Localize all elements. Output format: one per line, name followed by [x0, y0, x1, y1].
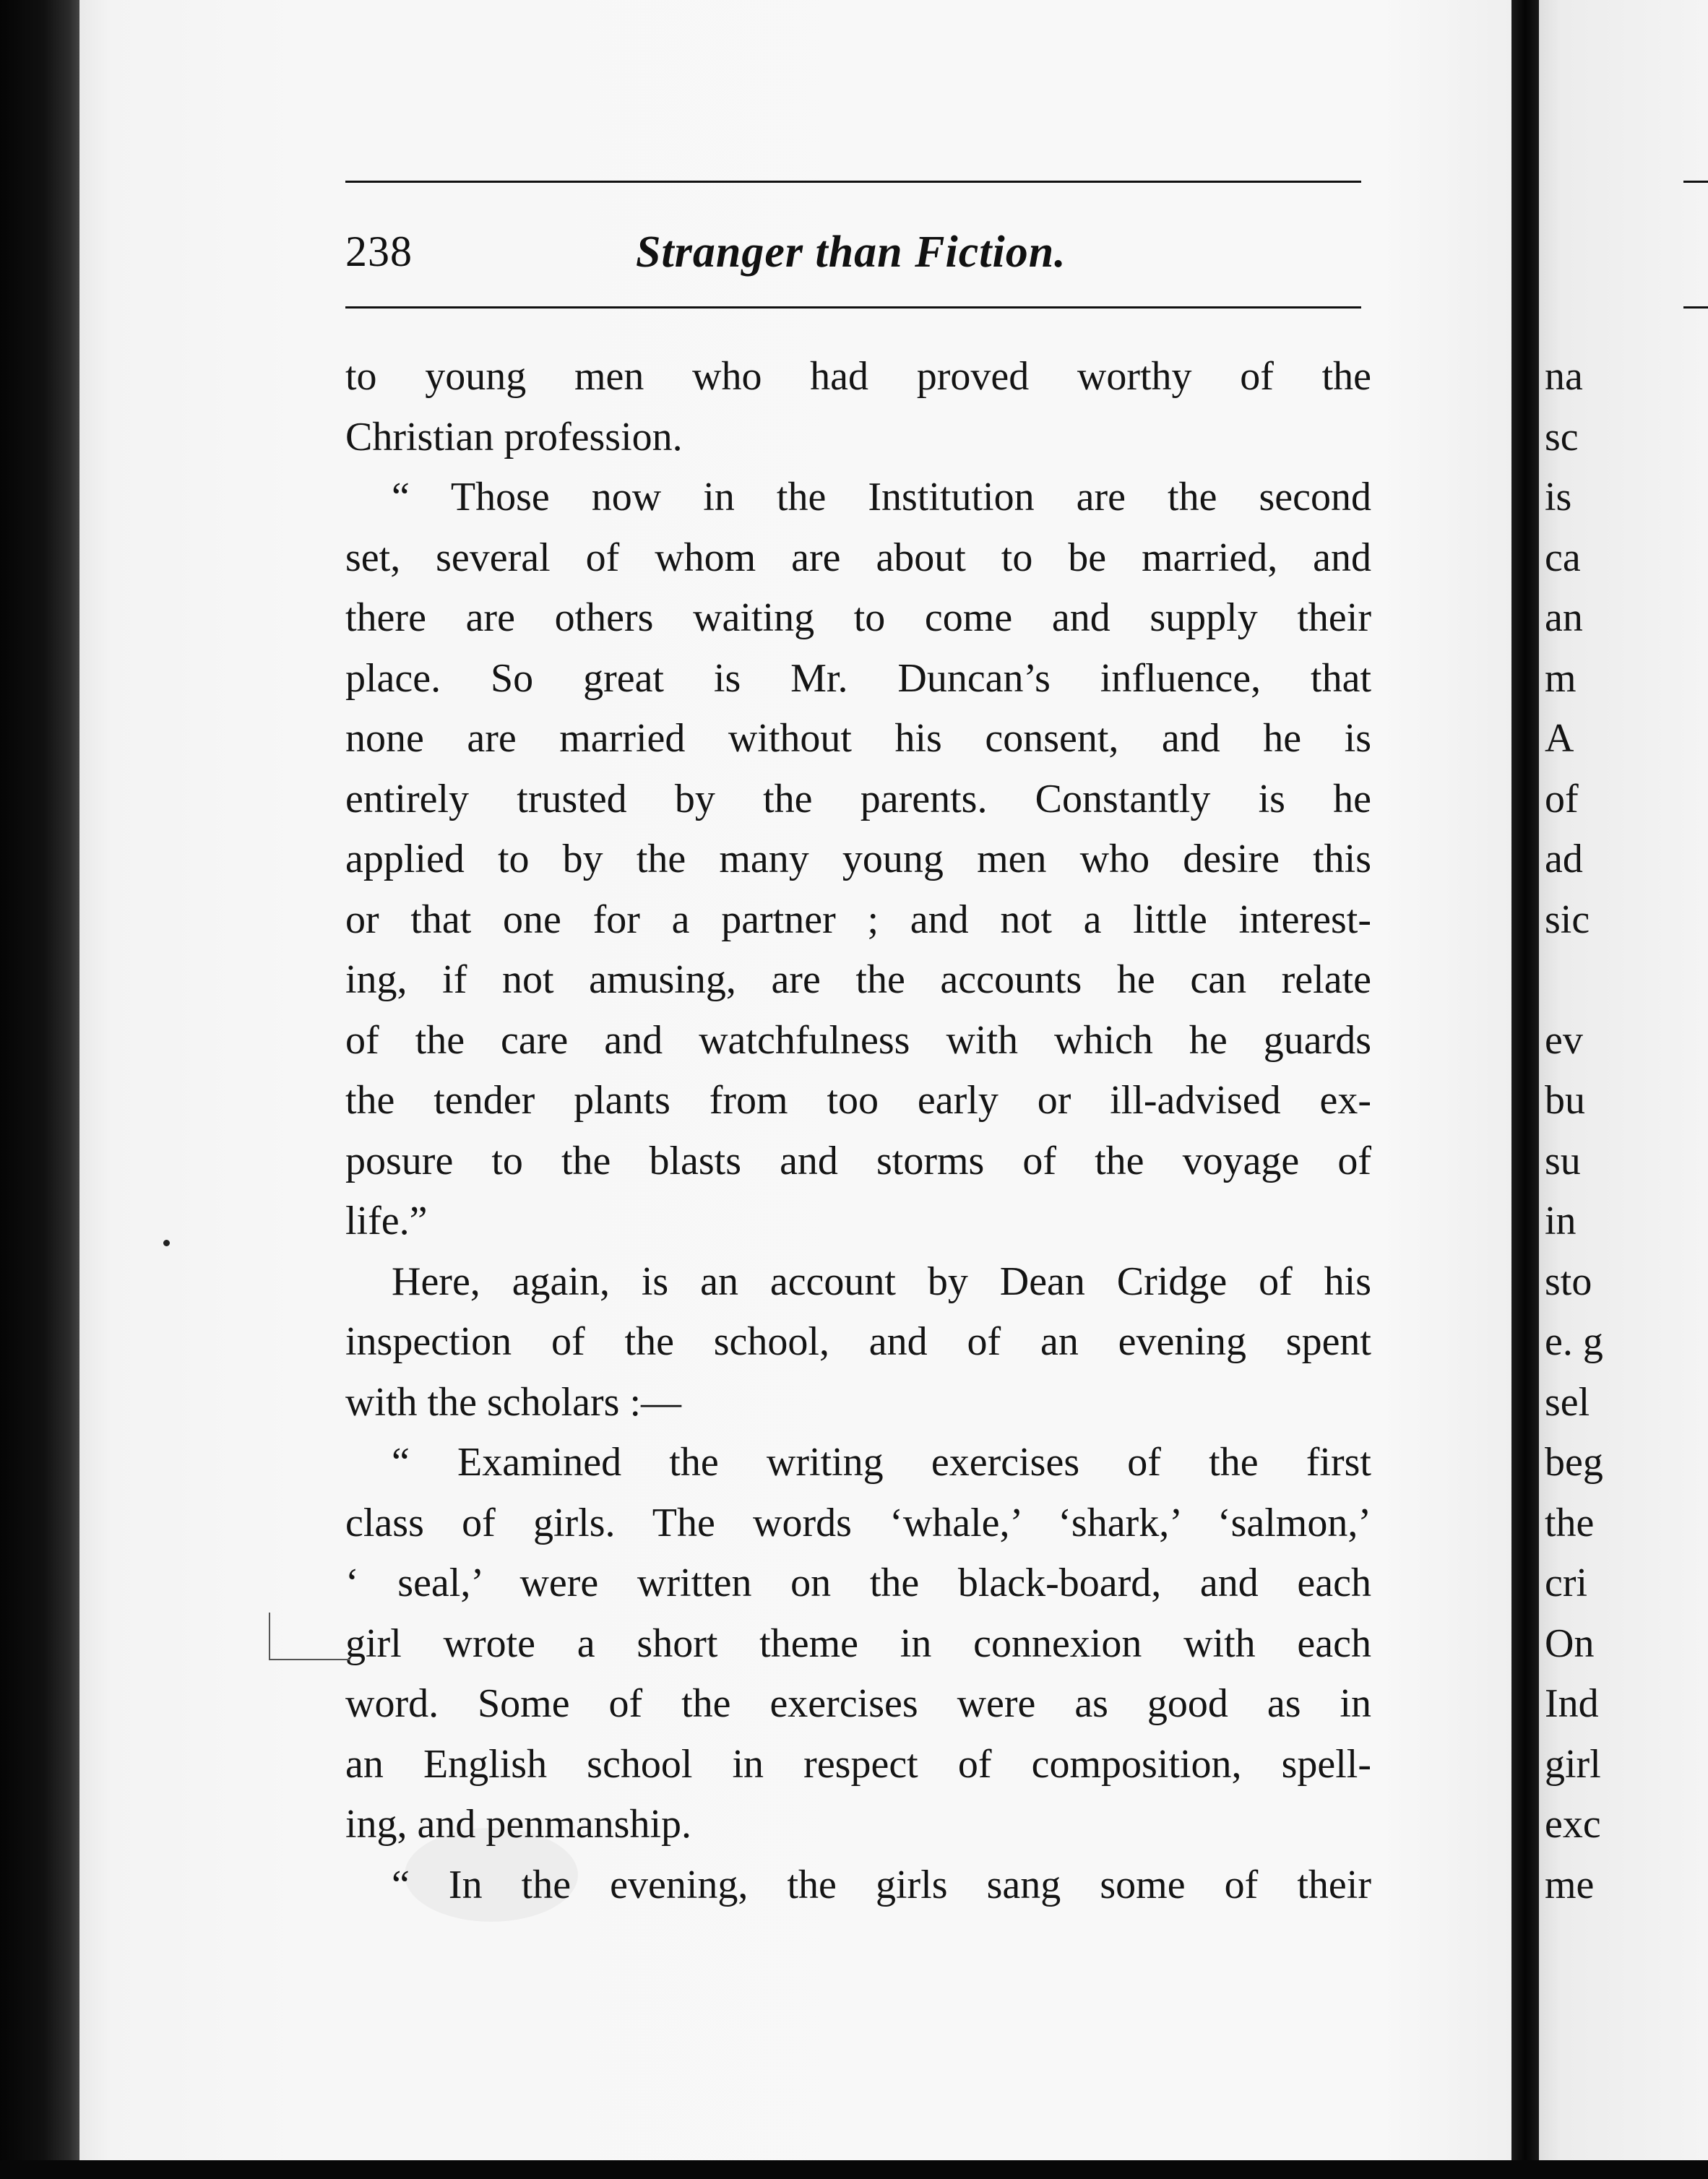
header-rule-bottom: [345, 306, 1361, 308]
right-page-fragment: sc: [1545, 414, 1579, 459]
right-page-fragment: beg: [1545, 1440, 1603, 1485]
right-page-rule-bottom: [1683, 306, 1708, 308]
text-line: posure to the blasts and storms of the voyage of: [345, 1138, 1371, 1183]
text-line: life.”: [345, 1199, 428, 1243]
margin-bracket-mark: [269, 1613, 350, 1660]
text-line: “ Examined the writing exercises of the first: [392, 1440, 1371, 1485]
right-page-fragment: su: [1545, 1138, 1581, 1183]
right-page-fragment: is: [1545, 475, 1572, 519]
right-page-fragment: of: [1545, 776, 1579, 821]
text-line: word. Some of the exercises were as good as in: [345, 1681, 1371, 1726]
header-rule-top: [345, 181, 1361, 183]
right-page-rule-top: [1683, 181, 1708, 183]
right-page-fragment: ca: [1545, 535, 1581, 580]
text-line: set, several of whom are about to be married, and: [345, 535, 1371, 580]
text-line: to young men who had proved worthy of the: [345, 354, 1371, 399]
body-text: [345, 347, 1371, 1915]
text-line: “ In the evening, the girls sang some of their: [392, 1862, 1371, 1907]
right-page-fragment: ad: [1545, 837, 1583, 881]
margin-dot: [163, 1240, 170, 1246]
text-line: ing, if not amusing, are the accounts he can relate: [345, 957, 1371, 1002]
right-page-fragment: bu: [1545, 1078, 1585, 1123]
text-line: Christian profession.: [345, 414, 683, 459]
right-page-fragment: A: [1545, 716, 1574, 761]
text-line: entirely trusted by the parents. Constantly is he: [345, 776, 1371, 821]
page-number: 238: [345, 228, 413, 275]
text-line: an English school in respect of composition, spell-: [345, 1741, 1371, 1787]
scan-left-edge: [0, 0, 79, 2179]
right-page-fragment: exc: [1545, 1802, 1601, 1847]
text-line: “ Those now in the Institution are the second: [392, 475, 1371, 519]
right-page-fragment: in: [1545, 1199, 1577, 1243]
right-page-fragment: the: [1545, 1500, 1595, 1545]
text-line: place. So great is Mr. Duncan’s influence, that: [345, 655, 1371, 701]
right-page-fragment: sic: [1545, 897, 1590, 942]
right-page-fragment: Ind: [1545, 1681, 1599, 1726]
right-page-fragment: me: [1545, 1862, 1595, 1907]
right-page-fragment: m: [1545, 655, 1577, 701]
right-page-fragment: sto: [1545, 1259, 1592, 1304]
text-line: with the scholars :—: [345, 1379, 682, 1425]
scan-bottom-edge: [0, 2160, 1708, 2179]
text-line: or that one for a partner ; and not a little interest-: [345, 897, 1371, 942]
text-line: the tender plants from too early or ill-advised ex-: [345, 1078, 1371, 1123]
running-head: Stranger than Fiction.: [636, 228, 1066, 277]
right-page-fragment: sel: [1545, 1379, 1590, 1425]
right-page-fragment: ev: [1545, 1017, 1583, 1063]
right-page-fragment: e. g: [1545, 1319, 1603, 1364]
text-line: ing, and penmanship.: [345, 1802, 692, 1847]
right-page-fragment: an: [1545, 595, 1583, 640]
text-line: class of girls. The words ‘whale,’ ‘shark,’ ‘salmon,’: [345, 1500, 1371, 1545]
right-page-fragment: [1545, 950, 1603, 1011]
right-page-text: [1545, 347, 1603, 1915]
text-line: girl wrote a short theme in connexion with each: [345, 1621, 1371, 1666]
text-line: ‘ seal,’ were written on the black-board, and each: [345, 1561, 1371, 1605]
right-page-fragment: na: [1545, 354, 1583, 399]
right-page-fragment: On: [1545, 1621, 1595, 1666]
text-line: applied to by the many young men who desire this: [345, 837, 1371, 881]
text-line: there are others waiting to come and supply their: [345, 595, 1371, 640]
text-line: inspection of the school, and of an evening spent: [345, 1319, 1371, 1364]
text-line: Here, again, is an account by Dean Cridge of his: [392, 1259, 1371, 1304]
right-page-fragment: cri: [1545, 1561, 1588, 1605]
book-gutter: [1511, 0, 1539, 2179]
text-line: of the care and watchfulness with which he guards: [345, 1017, 1371, 1063]
text-line: none are married without his consent, and he is: [345, 716, 1371, 761]
right-page-fragment: girl: [1545, 1741, 1601, 1787]
